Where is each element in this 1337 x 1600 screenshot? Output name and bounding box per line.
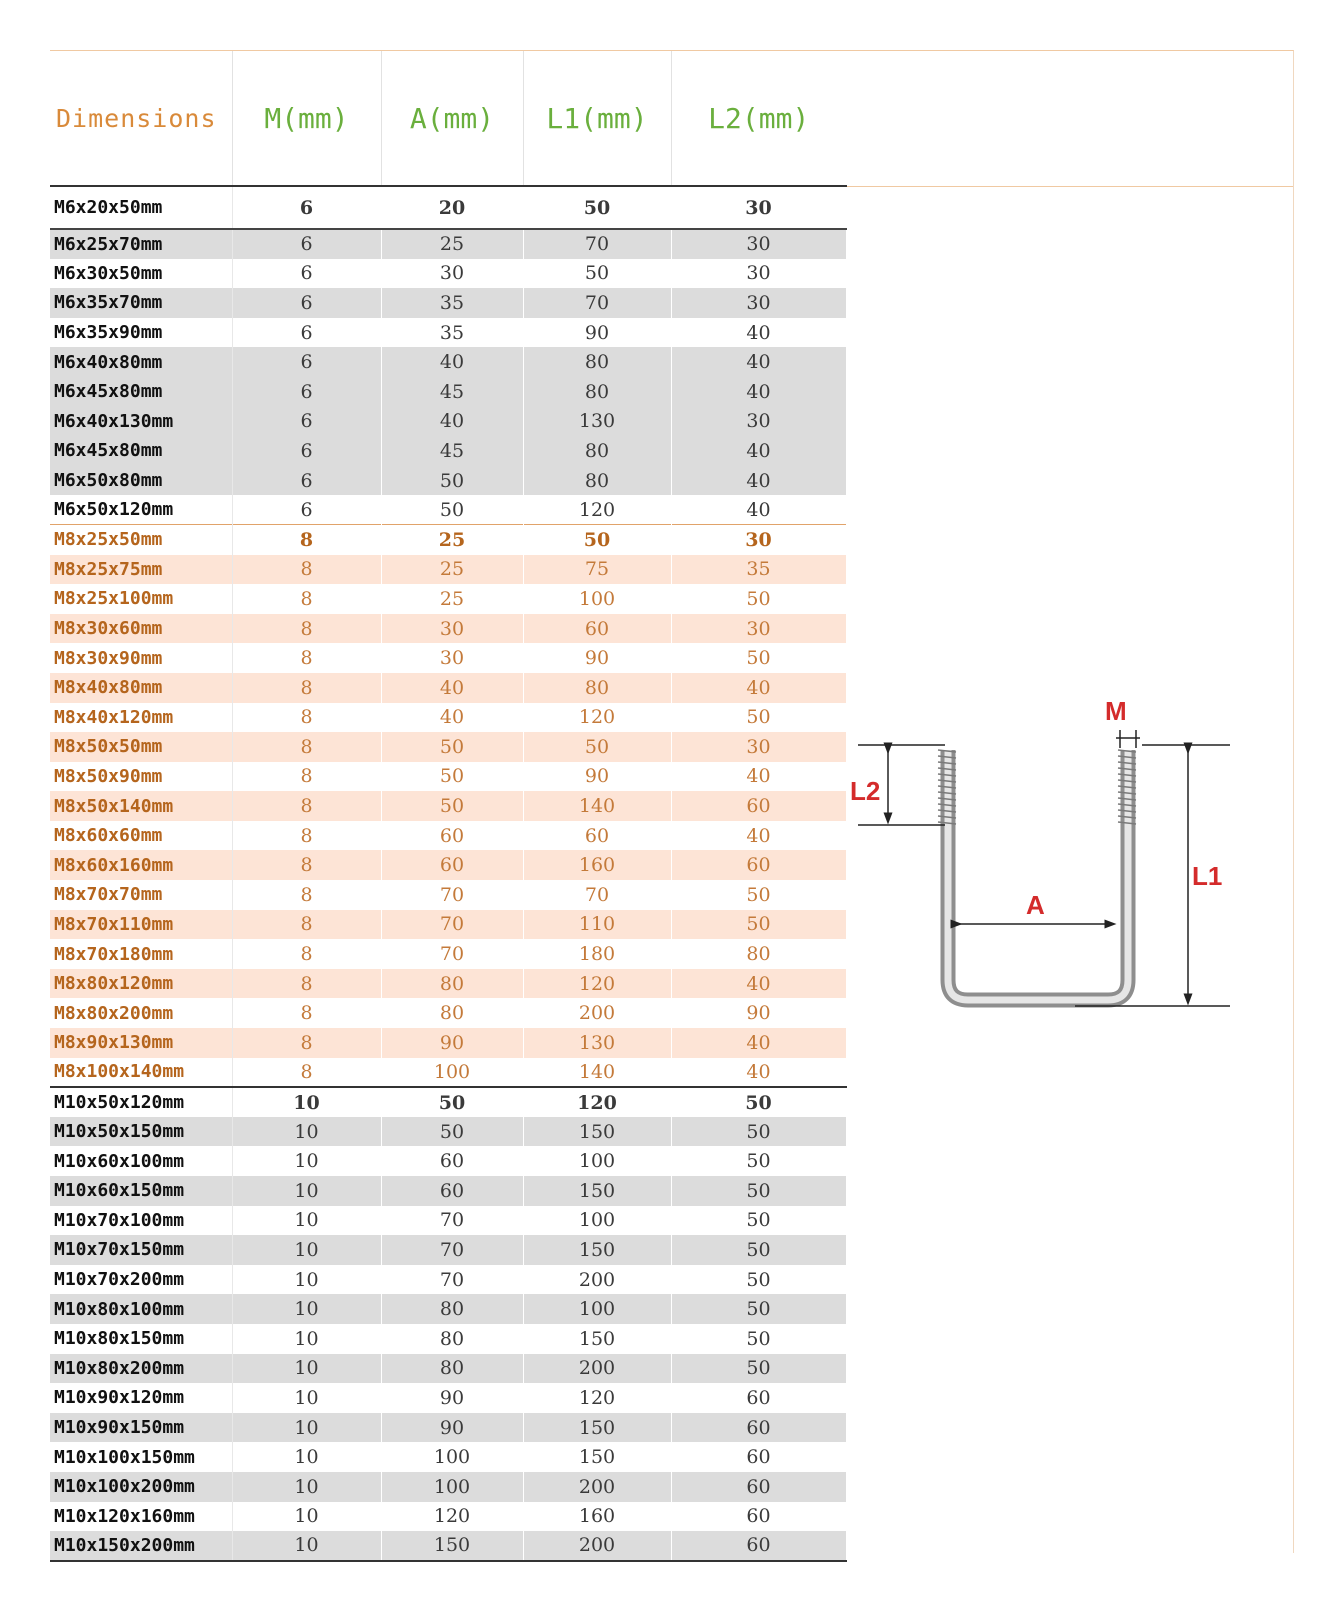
u-bolt-shape — [938, 750, 1136, 1000]
cell-m: 8 — [232, 555, 381, 585]
cell-m: 8 — [232, 732, 381, 762]
cell-l1: 100 — [523, 1294, 671, 1324]
cell-a: 40 — [381, 703, 523, 733]
cell-name: M10x90x150mm — [50, 1413, 232, 1443]
label-a: A — [1026, 890, 1045, 920]
cell-name: M8x40x120mm — [50, 703, 232, 733]
dimensions-table — [50, 51, 847, 1562]
cell-m: 8 — [232, 880, 381, 910]
cell-l1: 90 — [523, 318, 671, 348]
table-row — [50, 347, 846, 377]
table-row — [50, 1442, 846, 1472]
cell-l1: 150 — [523, 1176, 671, 1206]
cell-a: 80 — [381, 969, 523, 999]
cell-m: 8 — [232, 525, 381, 555]
cell-m: 10 — [232, 1472, 381, 1502]
cell-name: M6x50x120mm — [50, 495, 232, 525]
table-row — [50, 1354, 846, 1384]
cell-a: 45 — [381, 436, 523, 466]
cell-name: M10x60x100mm — [50, 1146, 232, 1176]
cell-m: 8 — [232, 614, 381, 644]
cell-l2: 90 — [671, 998, 846, 1028]
cell-l1: 50 — [523, 186, 671, 229]
table-row — [50, 186, 846, 229]
table-row — [50, 555, 846, 585]
cell-l1: 140 — [523, 1058, 671, 1088]
cell-a: 60 — [381, 821, 523, 851]
table-row — [50, 732, 846, 762]
cell-m: 8 — [232, 998, 381, 1028]
cell-a: 30 — [381, 643, 523, 673]
cell-a: 80 — [381, 1294, 523, 1324]
cell-m: 10 — [232, 1324, 381, 1354]
cell-l2: 40 — [671, 347, 846, 377]
cell-a: 50 — [381, 1117, 523, 1147]
cell-m: 6 — [232, 377, 381, 407]
cell-m: 6 — [232, 347, 381, 377]
table-row — [50, 1176, 846, 1206]
cell-l1: 110 — [523, 910, 671, 940]
cell-l2: 50 — [671, 1265, 846, 1295]
cell-a: 30 — [381, 614, 523, 644]
cell-name: M10x100x200mm — [50, 1472, 232, 1502]
table-row — [50, 703, 846, 733]
cell-name: M8x70x180mm — [50, 939, 232, 969]
table-row — [50, 762, 846, 792]
cell-name: M8x60x160mm — [50, 850, 232, 880]
table-row — [50, 910, 846, 940]
cell-name: M10x60x150mm — [50, 1176, 232, 1206]
cell-m: 6 — [232, 466, 381, 496]
cell-l1: 200 — [523, 1354, 671, 1384]
cell-a: 35 — [381, 318, 523, 348]
table-row — [50, 288, 846, 318]
table-row — [50, 1028, 846, 1058]
cell-m: 6 — [232, 229, 381, 259]
cell-l2: 50 — [671, 643, 846, 673]
cell-l2: 40 — [671, 673, 846, 703]
table-row — [50, 1206, 846, 1236]
cell-m: 8 — [232, 791, 381, 821]
cell-l1: 120 — [523, 703, 671, 733]
cell-l1: 120 — [523, 1087, 671, 1117]
cell-name: M6x20x50mm — [50, 186, 232, 229]
cell-l2: 50 — [671, 1117, 846, 1147]
cell-m: 6 — [232, 186, 381, 229]
table-row — [50, 643, 846, 673]
cell-l2: 60 — [671, 1442, 846, 1472]
cell-l1: 160 — [523, 850, 671, 880]
cell-name: M8x100x140mm — [50, 1058, 232, 1088]
u-bolt-diagram — [850, 690, 1270, 1030]
cell-l1: 100 — [523, 1206, 671, 1236]
table-row — [50, 407, 846, 437]
cell-l2: 35 — [671, 555, 846, 585]
cell-name: M8x50x90mm — [50, 762, 232, 792]
cell-l1: 50 — [523, 525, 671, 555]
cell-l2: 50 — [671, 1146, 846, 1176]
cell-l2: 30 — [671, 525, 846, 555]
cell-a: 70 — [381, 910, 523, 940]
table-row — [50, 229, 846, 259]
cell-l1: 100 — [523, 584, 671, 614]
cell-name: M10x150x200mm — [50, 1531, 232, 1561]
cell-l1: 75 — [523, 555, 671, 585]
cell-name: M8x40x80mm — [50, 673, 232, 703]
cell-l2: 60 — [671, 1383, 846, 1413]
table-row — [50, 1294, 846, 1324]
table-header-row — [50, 51, 846, 186]
cell-m: 8 — [232, 1058, 381, 1088]
cell-l1: 130 — [523, 407, 671, 437]
cell-l2: 60 — [671, 1502, 846, 1532]
cell-a: 60 — [381, 850, 523, 880]
cell-a: 80 — [381, 998, 523, 1028]
cell-name: M10x80x100mm — [50, 1294, 232, 1324]
cell-l2: 30 — [671, 732, 846, 762]
cell-a: 50 — [381, 1087, 523, 1117]
cell-l1: 140 — [523, 791, 671, 821]
table-row — [50, 998, 846, 1028]
cell-l1: 90 — [523, 643, 671, 673]
cell-m: 10 — [232, 1265, 381, 1295]
cell-m: 10 — [232, 1176, 381, 1206]
table-row — [50, 436, 846, 466]
cell-m: 10 — [232, 1531, 381, 1561]
header-l2: L2(mm) — [671, 51, 846, 186]
cell-l2: 40 — [671, 1058, 846, 1088]
cell-a: 45 — [381, 377, 523, 407]
cell-name: M6x35x90mm — [50, 318, 232, 348]
table-row — [50, 614, 846, 644]
cell-l1: 80 — [523, 377, 671, 407]
cell-name: M6x40x130mm — [50, 407, 232, 437]
table-row — [50, 1324, 846, 1354]
table-row — [50, 791, 846, 821]
cell-l2: 30 — [671, 259, 846, 289]
cell-m: 6 — [232, 288, 381, 318]
header-l1: L1(mm) — [523, 51, 671, 186]
cell-m: 8 — [232, 969, 381, 999]
cell-a: 40 — [381, 407, 523, 437]
cell-m: 8 — [232, 762, 381, 792]
cell-l2: 60 — [671, 791, 846, 821]
table-row — [50, 880, 846, 910]
table-row — [50, 1087, 846, 1117]
cell-l1: 150 — [523, 1117, 671, 1147]
cell-a: 70 — [381, 1265, 523, 1295]
cell-name: M8x25x75mm — [50, 555, 232, 585]
cell-l1: 80 — [523, 347, 671, 377]
cell-a: 50 — [381, 732, 523, 762]
table-row — [50, 318, 846, 348]
cell-m: 6 — [232, 407, 381, 437]
cell-l1: 200 — [523, 1531, 671, 1561]
cell-a: 30 — [381, 259, 523, 289]
cell-m: 8 — [232, 939, 381, 969]
cell-l2: 60 — [671, 1413, 846, 1443]
cell-a: 35 — [381, 288, 523, 318]
cell-a: 80 — [381, 1354, 523, 1384]
cell-l1: 60 — [523, 821, 671, 851]
table-row — [50, 1265, 846, 1295]
cell-m: 6 — [232, 318, 381, 348]
cell-name: M8x50x50mm — [50, 732, 232, 762]
cell-l2: 30 — [671, 288, 846, 318]
cell-m: 8 — [232, 673, 381, 703]
table-row — [50, 1531, 846, 1561]
cell-l2: 40 — [671, 1028, 846, 1058]
cell-m: 6 — [232, 495, 381, 525]
cell-l1: 50 — [523, 259, 671, 289]
cell-m: 8 — [232, 643, 381, 673]
cell-l1: 160 — [523, 1502, 671, 1532]
cell-l2: 30 — [671, 186, 846, 229]
cell-l1: 80 — [523, 673, 671, 703]
cell-a: 40 — [381, 673, 523, 703]
cell-l2: 30 — [671, 614, 846, 644]
cell-a: 25 — [381, 584, 523, 614]
cell-name: M10x70x150mm — [50, 1235, 232, 1265]
cell-name: M8x80x200mm — [50, 998, 232, 1028]
cell-l1: 80 — [523, 466, 671, 496]
cell-m: 10 — [232, 1502, 381, 1532]
cell-name: M10x70x100mm — [50, 1206, 232, 1236]
cell-a: 120 — [381, 1502, 523, 1532]
cell-l1: 70 — [523, 880, 671, 910]
cell-m: 10 — [232, 1087, 381, 1117]
cell-a: 70 — [381, 880, 523, 910]
cell-m: 10 — [232, 1146, 381, 1176]
cell-a: 40 — [381, 347, 523, 377]
cell-l1: 180 — [523, 939, 671, 969]
cell-name: M6x30x50mm — [50, 259, 232, 289]
cell-a: 150 — [381, 1531, 523, 1561]
cell-l1: 60 — [523, 614, 671, 644]
table-row — [50, 1472, 846, 1502]
cell-l2: 80 — [671, 939, 846, 969]
cell-l1: 90 — [523, 762, 671, 792]
cell-l2: 50 — [671, 1235, 846, 1265]
cell-name: M10x80x150mm — [50, 1324, 232, 1354]
cell-name: M10x70x200mm — [50, 1265, 232, 1295]
cell-m: 10 — [232, 1294, 381, 1324]
cell-a: 50 — [381, 466, 523, 496]
cell-name: M8x70x110mm — [50, 910, 232, 940]
cell-name: M10x80x200mm — [50, 1354, 232, 1384]
cell-name: M8x25x50mm — [50, 525, 232, 555]
cell-m: 8 — [232, 1028, 381, 1058]
cell-l2: 40 — [671, 762, 846, 792]
cell-l2: 50 — [671, 584, 846, 614]
cell-l2: 50 — [671, 1206, 846, 1236]
cell-a: 70 — [381, 939, 523, 969]
cell-l2: 60 — [671, 1472, 846, 1502]
cell-a: 90 — [381, 1413, 523, 1443]
cell-l1: 200 — [523, 998, 671, 1028]
cell-l1: 200 — [523, 1472, 671, 1502]
cell-name: M6x50x80mm — [50, 466, 232, 496]
cell-name: M6x25x70mm — [50, 229, 232, 259]
cell-l2: 40 — [671, 436, 846, 466]
cell-l2: 50 — [671, 1176, 846, 1206]
cell-l2: 30 — [671, 407, 846, 437]
cell-l2: 30 — [671, 229, 846, 259]
cell-l2: 50 — [671, 1354, 846, 1384]
label-l1: L1 — [1192, 861, 1223, 891]
cell-m: 8 — [232, 584, 381, 614]
cell-a: 25 — [381, 525, 523, 555]
cell-a: 70 — [381, 1206, 523, 1236]
cell-l1: 150 — [523, 1324, 671, 1354]
cell-name: M10x120x160mm — [50, 1502, 232, 1532]
table-row — [50, 377, 846, 407]
cell-a: 50 — [381, 762, 523, 792]
cell-l2: 50 — [671, 703, 846, 733]
cell-l1: 80 — [523, 436, 671, 466]
cell-l2: 50 — [671, 1324, 846, 1354]
cell-l2: 50 — [671, 880, 846, 910]
label-m: M — [1105, 696, 1127, 726]
cell-l2: 40 — [671, 377, 846, 407]
m-dimension — [1116, 730, 1140, 748]
cell-l2: 50 — [671, 910, 846, 940]
cell-m: 10 — [232, 1117, 381, 1147]
cell-l2: 40 — [671, 318, 846, 348]
table-body — [50, 186, 846, 1561]
table-row — [50, 466, 846, 496]
cell-m: 8 — [232, 703, 381, 733]
cell-name: M10x50x120mm — [50, 1087, 232, 1117]
cell-name: M8x80x120mm — [50, 969, 232, 999]
cell-l1: 150 — [523, 1413, 671, 1443]
cell-l1: 120 — [523, 495, 671, 525]
table-row — [50, 1146, 846, 1176]
cell-name: M6x35x70mm — [50, 288, 232, 318]
cell-a: 50 — [381, 791, 523, 821]
cell-m: 8 — [232, 910, 381, 940]
cell-l1: 120 — [523, 1383, 671, 1413]
cell-name: M10x90x120mm — [50, 1383, 232, 1413]
cell-a: 100 — [381, 1058, 523, 1088]
header-a: A(mm) — [381, 51, 523, 186]
table-row — [50, 1117, 846, 1147]
cell-a: 100 — [381, 1472, 523, 1502]
cell-a: 20 — [381, 186, 523, 229]
cell-name: M8x50x140mm — [50, 791, 232, 821]
cell-l1: 130 — [523, 1028, 671, 1058]
header-divider — [846, 186, 1293, 187]
cell-m: 6 — [232, 259, 381, 289]
cell-l1: 70 — [523, 229, 671, 259]
cell-m: 10 — [232, 1354, 381, 1384]
cell-m: 10 — [232, 1442, 381, 1472]
table-row — [50, 1502, 846, 1532]
cell-a: 70 — [381, 1235, 523, 1265]
table-row — [50, 525, 846, 555]
cell-a: 100 — [381, 1442, 523, 1472]
table-row — [50, 1235, 846, 1265]
table-row — [50, 673, 846, 703]
cell-name: M6x45x80mm — [50, 436, 232, 466]
cell-l1: 100 — [523, 1146, 671, 1176]
cell-name: M6x40x80mm — [50, 347, 232, 377]
cell-a: 90 — [381, 1028, 523, 1058]
table-row — [50, 1413, 846, 1443]
table-row — [50, 1058, 846, 1088]
cell-l1: 50 — [523, 732, 671, 762]
cell-l2: 40 — [671, 821, 846, 851]
table-row — [50, 939, 846, 969]
cell-l1: 150 — [523, 1235, 671, 1265]
cell-m: 10 — [232, 1235, 381, 1265]
cell-name: M10x50x150mm — [50, 1117, 232, 1147]
table-row — [50, 259, 846, 289]
table-row — [50, 821, 846, 851]
label-l2: L2 — [850, 776, 881, 806]
cell-name: M8x25x100mm — [50, 584, 232, 614]
cell-l1: 150 — [523, 1442, 671, 1472]
cell-a: 25 — [381, 555, 523, 585]
cell-a: 90 — [381, 1383, 523, 1413]
table-row — [50, 495, 846, 525]
cell-name: M10x100x150mm — [50, 1442, 232, 1472]
header-dimensions: Dimensions — [50, 51, 232, 186]
cell-m: 10 — [232, 1413, 381, 1443]
cell-a: 60 — [381, 1146, 523, 1176]
cell-name: M8x30x60mm — [50, 614, 232, 644]
cell-l1: 70 — [523, 288, 671, 318]
table-row — [50, 1383, 846, 1413]
cell-name: M6x45x80mm — [50, 377, 232, 407]
cell-a: 80 — [381, 1324, 523, 1354]
cell-a: 60 — [381, 1176, 523, 1206]
cell-m: 6 — [232, 436, 381, 466]
cell-l1: 120 — [523, 969, 671, 999]
header-m: M(mm) — [232, 51, 381, 186]
cell-m: 10 — [232, 1383, 381, 1413]
cell-l2: 60 — [671, 850, 846, 880]
cell-name: M8x60x60mm — [50, 821, 232, 851]
cell-l2: 60 — [671, 1531, 846, 1561]
cell-l1: 200 — [523, 1265, 671, 1295]
table-row — [50, 969, 846, 999]
cell-l2: 40 — [671, 466, 846, 496]
cell-m: 8 — [232, 850, 381, 880]
cell-name: M8x70x70mm — [50, 880, 232, 910]
cell-l2: 40 — [671, 969, 846, 999]
table-row — [50, 584, 846, 614]
cell-a: 25 — [381, 229, 523, 259]
table-row — [50, 850, 846, 880]
cell-l2: 50 — [671, 1294, 846, 1324]
cell-name: M8x90x130mm — [50, 1028, 232, 1058]
cell-l2: 50 — [671, 1087, 846, 1117]
cell-name: M8x30x90mm — [50, 643, 232, 673]
cell-l2: 40 — [671, 495, 846, 525]
cell-m: 10 — [232, 1206, 381, 1236]
cell-m: 8 — [232, 821, 381, 851]
cell-a: 50 — [381, 495, 523, 525]
